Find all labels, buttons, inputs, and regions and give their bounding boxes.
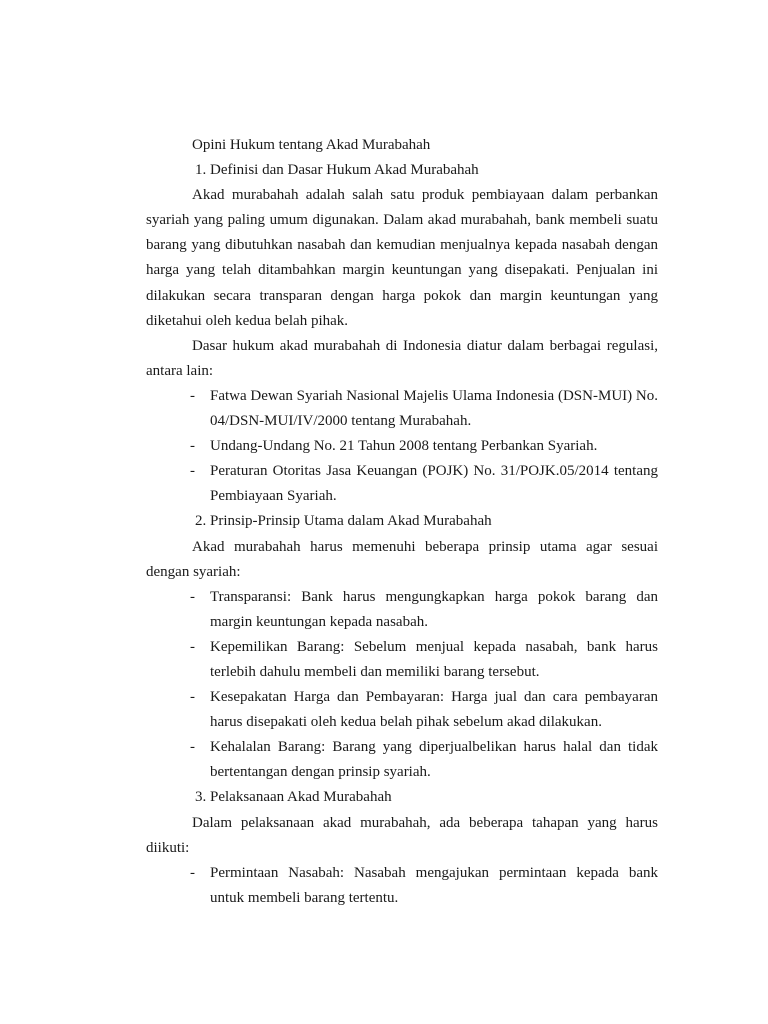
- dash-marker: -: [190, 864, 195, 881]
- list-item: [146, 585, 658, 635]
- list-item-text: Undang-Undang No. 21 Tahun 2008 tentang Perbankan Syariah.: [210, 438, 598, 455]
- list-item: [146, 635, 658, 685]
- list-item-text: Transparansi: Bank harus mengungkapkan harga pokok barang dan margin keuntungan kepada nasabah.: [210, 588, 658, 630]
- list-item-text: Permintaan Nasabah: Nasabah mengajukan permintaan kepada bank untuk membeli barang tertentu.: [210, 864, 658, 906]
- list-item-text: Peraturan Otoritas Jasa Keuangan (POJK) No. 31/POJK.05/2014 tentang Pembiayaan Syariah.: [210, 463, 658, 505]
- section-heading-2: 2. Prinsip-Prinsip Utama dalam Akad Murabahah: [195, 513, 492, 530]
- section-1-paragraph-2: Dasar hukum akad murabahah di Indonesia diatur dalam berbagai regulasi, antara lain:: [146, 337, 658, 379]
- dash-marker: -: [190, 463, 195, 480]
- dash-marker: -: [190, 387, 195, 404]
- list-item: [146, 459, 658, 509]
- list-item: [146, 861, 658, 911]
- section-heading-1: 1. Definisi dan Dasar Hukum Akad Murabahah: [195, 162, 479, 179]
- dash-marker: -: [190, 638, 195, 655]
- list-item-text: Kehalalan Barang: Barang yang diperjualbelikan harus halal dan tidak bertentangan dengan prinsip syariah.: [210, 739, 658, 781]
- dash-marker: -: [190, 739, 195, 756]
- list-item: [146, 685, 658, 735]
- section-2-paragraph-1: Akad murabahah harus memenuhi beberapa prinsip utama agar sesuai dengan syariah:: [146, 538, 658, 580]
- section-3-list: [146, 861, 658, 911]
- dash-marker: -: [190, 438, 195, 455]
- list-item: [146, 434, 658, 459]
- section-3-paragraph-1: Dalam pelaksanaan akad murabahah, ada beberapa tahapan yang harus diikuti:: [146, 814, 658, 856]
- list-item: [146, 735, 658, 785]
- section-1-list: [146, 384, 658, 509]
- list-item-text: Kesepakatan Harga dan Pembayaran: Harga jual dan cara pembayaran harus disepakati oleh kedua belah pihak sebelum akad dilakukan.: [210, 689, 658, 731]
- list-item-text: Kepemilikan Barang: Sebelum menjual kepada nasabah, bank harus terlebih dahulu membeli dan memiliki barang tersebut.: [210, 638, 658, 680]
- section-heading-3: 3. Pelaksanaan Akad Murabahah: [195, 789, 392, 806]
- list-item-text: Fatwa Dewan Syariah Nasional Majelis Ulama Indonesia (DSN-MUI) No. 04/DSN-MUI/IV/2000 tentang Murabahah.: [210, 387, 658, 430]
- document-page: [146, 133, 658, 911]
- section-2-list: [146, 585, 658, 786]
- dash-marker: -: [190, 588, 195, 605]
- list-item: [146, 384, 658, 434]
- document-title: Opini Hukum tentang Akad Murabahah: [192, 137, 431, 153]
- section-1-paragraph-1: Akad murabahah adalah salah satu produk pembiayaan dalam perbankan syariah yang paling umum digunakan. Dalam akad murabahah, bank membeli suatu barang yang dibutuhkan nasabah dan kemudian menjualnya kepada nasabah dengan harga yang telah ditambahkan margin keuntungan yang disepakati. Penjualan ini dilakukan secara transparan dengan harga pokok dan margin keuntungan yang diketahui oleh kedua belah pihak.: [146, 187, 658, 329]
- dash-marker: -: [190, 689, 195, 706]
